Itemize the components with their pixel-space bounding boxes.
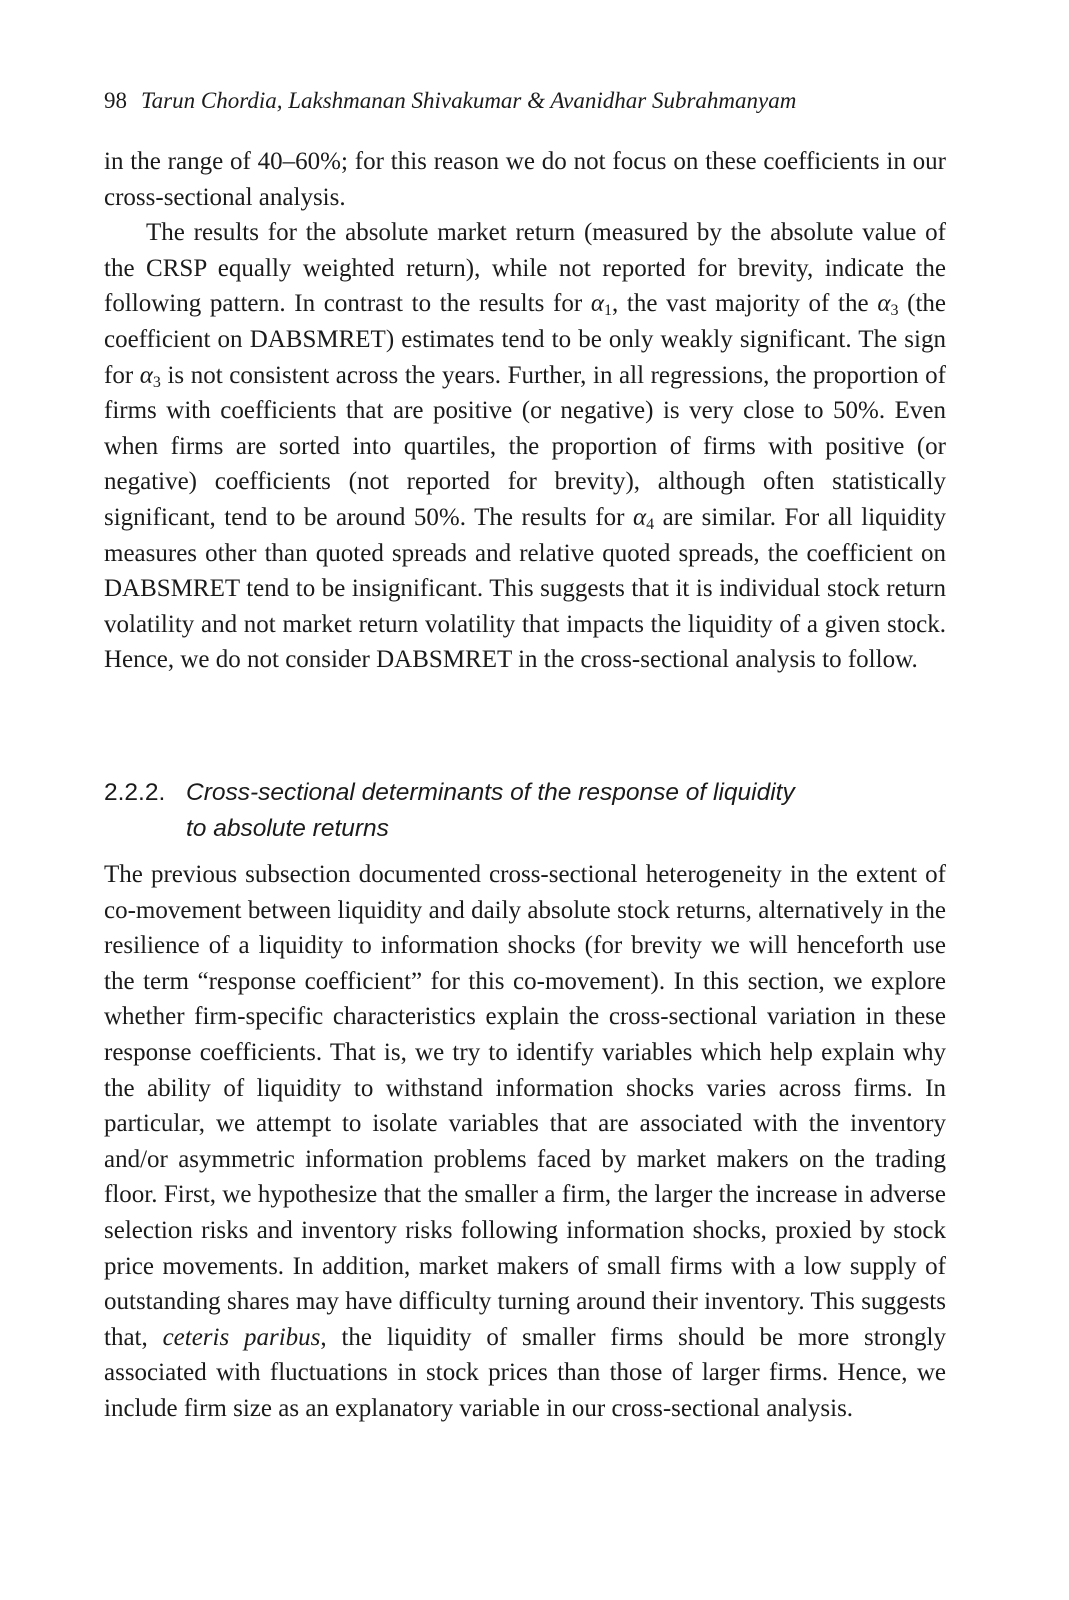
alpha-symbol: α (590, 290, 604, 318)
paragraph-text: (the coefficient on DABSMRET) estimates tend to be only weakly significant. The sign for (104, 290, 947, 389)
paragraph-text: are similar. For all liquidity measures other than quoted spreads and relative quoted spreads, the coefficient on DABSMRET tend to be insignificant. This suggests that it is individual stock return volatility and not market return volatility that impacts the liquidity of a given stock. Hence, we do not consider DABSMRET in the cross-sectional analysis to follow. (104, 503, 946, 674)
section-number: 2.2.2. (104, 779, 166, 806)
subscript: 3 (890, 302, 899, 320)
page-number: 98 (104, 88, 127, 113)
subscript: 4 (646, 515, 655, 533)
paragraph-text: , the liquidity of smaller firms should be more strongly associated with fluctuations in stock prices than those of larger firms. Hence, we include firm size as an explanatory variable in our cross-sectional analysis. (104, 1323, 946, 1422)
body-block-top (104, 144, 946, 678)
section-title-line2: to absolute returns (186, 815, 389, 842)
paragraph-text: , the vast majority of the (611, 290, 878, 318)
paragraph-text: The results for the absolute market return (measured by the absolute value of the CRSP equally weighted return), while not reported for brevity, indicate the following pattern. In contrast to the results for (104, 219, 946, 318)
running-head-authors: Tarun Chordia, Lakshmanan Shivakumar & Avanidhar Subrahmanyam (141, 88, 797, 113)
paragraph-continuation: in the range of 40–60%; for this reason we do not focus on these coefficients in our cross-sectional analysis. (104, 148, 946, 211)
section-heading-line1 (104, 775, 946, 811)
subscript: 1 (603, 302, 612, 320)
section-title: Cross-sectional determinants of the response of liquidity (186, 779, 795, 806)
paragraph-text: is not consistent across the years. Further, in all regressions, the proportion of firms with coefficients that are positive (or negative) is very close to 50%. Even when firms are sorted into quartiles, the proportion of firms with positive (or negative) coefficients (not reported for brevity), although often statistically significant, tend to be around 50%. The results for (104, 361, 946, 531)
body-block-bottom (104, 857, 946, 1427)
paragraph-market-return (104, 215, 946, 678)
italic-phrase: ceteris paribus (162, 1323, 321, 1351)
alpha-symbol: α (632, 503, 647, 531)
paragraph-cross-sectional (104, 857, 946, 1427)
running-head (104, 86, 964, 116)
subscript: 3 (152, 373, 161, 391)
section-heading (104, 775, 946, 847)
alpha-symbol: α (877, 290, 891, 318)
paragraph-text: The previous subsection documented cross-sectional heterogeneity in the extent of co-movement between liquidity and daily absolute stock returns, alternatively in the resilience of a liquidity to information shocks (for brevity we will henceforth use the term “response coefficient” for this co-movement). In this section, we explore whether firm-specific characteristics explain the cross-sectional variation in these response coefficients. That is, we try to identify variables which help explain why the ability of liquidity to withstand information shocks varies across firms. In particular, we attempt to isolate variables that are associated with the inventory and/or asymmetric information problems faced by market makers on the trading floor. First, we hypothesize that the smaller a firm, the larger the increase in adverse selection risks and inventory risks following information shocks, proxied by stock price movements. In addition, market makers of small firms with a low supply of outstanding shares may have difficulty turning around their inventory. This suggests that, (104, 861, 946, 1351)
alpha-symbol: α (139, 361, 153, 389)
